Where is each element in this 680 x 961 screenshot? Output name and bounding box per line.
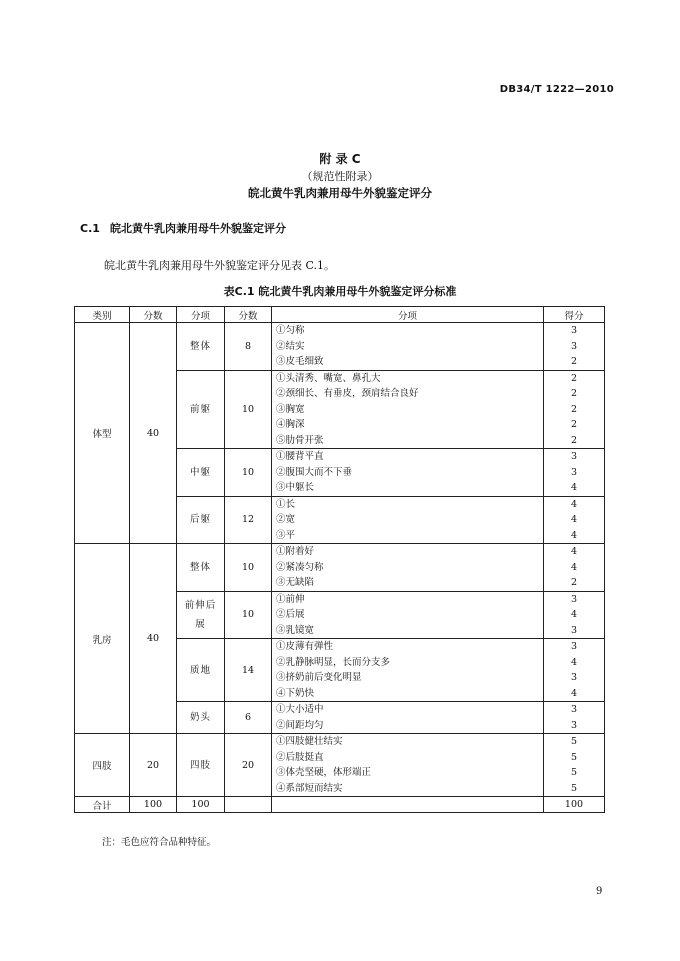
header-category: 类别 (75, 307, 130, 323)
category-score: 40 (130, 544, 177, 734)
subitem-score: 20 (225, 734, 272, 797)
criterion-item: ③皮毛细致 (276, 356, 324, 367)
criterion-points: 4 (570, 609, 578, 620)
items-cell (272, 449, 544, 497)
points-cell (544, 323, 605, 371)
criterion-points: 5 (570, 751, 578, 763)
table-header-row (75, 307, 605, 323)
criterion-points: 2 (570, 419, 578, 430)
criterion-item: ①长 (276, 498, 296, 510)
points-cell (544, 702, 605, 734)
criterion-item: ③无缺陷 (276, 577, 315, 588)
standard-number: DB34/T 1222—2010 (499, 84, 614, 95)
section-title: 皖北黄牛乳肉兼用母牛外貌鉴定评分 (110, 222, 286, 235)
header-items: 分项 (272, 307, 544, 323)
subitem-score: 10 (225, 370, 272, 449)
criterion-points: 4 (570, 514, 578, 525)
criterion-item: ②宽 (276, 514, 296, 525)
section-intro: 皖北黄牛乳肉兼用母牛外貌鉴定评分见表 C.1。 (104, 259, 336, 272)
criterion-item: ③平 (276, 529, 296, 541)
criterion-item: ①头清秀、嘴宽、鼻孔大 (276, 372, 381, 384)
points-cell (544, 496, 605, 544)
criterion-item: ④系部短而结实 (276, 782, 343, 794)
subitem-name: 质地 (177, 639, 225, 702)
subitem-name: 后躯 (177, 496, 225, 544)
criterion-item: ②后肢挺直 (276, 751, 324, 763)
points-cell (544, 449, 605, 497)
criterion-item: ③体壳坚硬，体形端正 (276, 767, 372, 778)
criterion-points: 4 (570, 656, 578, 668)
criterion-points: 5 (570, 736, 578, 747)
criterion-item: ①四肢健壮结实 (276, 736, 343, 747)
criterion-item: ②乳静脉明显，长而分支多 (276, 656, 391, 668)
criterion-item: ⑤肋骨开张 (276, 434, 324, 446)
subitem-name: 前躯 (177, 370, 225, 449)
page-number: 9 (596, 886, 603, 897)
criterion-points: 3 (570, 325, 578, 336)
header-score: 分数 (130, 307, 177, 323)
section-heading (80, 220, 286, 236)
table-row (75, 323, 605, 371)
appendix-name: 皖北黄牛乳肉兼用母牛外貌鉴定评分 (248, 186, 432, 200)
criterion-points: 4 (570, 561, 578, 573)
subitem-name: 整体 (177, 323, 225, 371)
category-name: 体型 (75, 323, 130, 544)
criterion-item: ③中躯长 (276, 482, 315, 493)
criterion-item: ①腰背平直 (276, 451, 324, 462)
subitem-name: 整体 (177, 544, 225, 592)
criterion-item: ②间距均匀 (276, 719, 324, 731)
table-row (75, 734, 605, 797)
criterion-points: 2 (570, 388, 578, 399)
total-score: 100 (130, 797, 177, 813)
subitem-name: 中躯 (177, 449, 225, 497)
criterion-item: ①匀称 (276, 325, 305, 336)
criterion-item: ②后展 (276, 609, 305, 620)
subitem-name: 奶头 (177, 702, 225, 734)
items-cell (272, 544, 544, 592)
total-empty (272, 797, 544, 813)
table-row (75, 544, 605, 592)
points-cell (544, 591, 605, 639)
criterion-points: 2 (570, 403, 578, 415)
criterion-item: ④下奶快 (276, 687, 315, 699)
items-cell (272, 496, 544, 544)
criterion-points: 3 (570, 672, 578, 683)
criterion-item: ③挤奶前后变化明显 (276, 672, 362, 683)
section-number: C.1 (80, 222, 100, 235)
header-subitem: 分项 (177, 307, 225, 323)
subitem-score: 8 (225, 323, 272, 371)
points-cell (544, 734, 605, 797)
criterion-points: 3 (570, 704, 578, 715)
criterion-points: 5 (570, 782, 578, 794)
criterion-points: 2 (570, 356, 578, 367)
criterion-item: ①大小适中 (276, 704, 324, 715)
criterion-item: ②紧凑匀称 (276, 561, 324, 573)
criterion-points: 2 (570, 372, 578, 384)
subitem-score: 6 (225, 702, 272, 734)
items-cell (272, 370, 544, 449)
criterion-item: ②结实 (276, 340, 305, 352)
subitem-score: 14 (225, 639, 272, 702)
criterion-points: 4 (570, 498, 578, 510)
category-score: 40 (130, 323, 177, 544)
points-cell (544, 370, 605, 449)
total-subscore: 100 (177, 797, 225, 813)
criterion-item: ③乳镜宽 (276, 624, 315, 636)
criterion-points: 3 (570, 593, 578, 605)
criterion-points: 5 (570, 767, 578, 778)
criterion-points: 2 (570, 434, 578, 446)
appraisal-table (74, 306, 605, 813)
criterion-item: ②颈细长、有垂皮，颈肩结合良好 (276, 388, 419, 399)
points-cell (544, 639, 605, 702)
total-row (75, 797, 605, 813)
criterion-points: 3 (570, 466, 578, 478)
category-name: 四肢 (75, 734, 130, 797)
items-cell (272, 591, 544, 639)
header-subscore: 分数 (225, 307, 272, 323)
subitem-score: 12 (225, 496, 272, 544)
items-cell (272, 323, 544, 371)
criterion-item: ①皮薄有弹性 (276, 641, 334, 652)
total-label: 合计 (75, 797, 130, 813)
total-points: 100 (544, 797, 605, 813)
subitem-score: 10 (225, 449, 272, 497)
table-note: 注：毛色应符合品种特征。 (102, 837, 217, 848)
subitem-name: 四肢 (177, 734, 225, 797)
criterion-points: 3 (570, 624, 578, 636)
subitem-score: 10 (225, 544, 272, 592)
items-cell (272, 734, 544, 797)
criterion-item: ①附着好 (276, 546, 315, 557)
criterion-item: ②腹围大而不下垂 (276, 466, 353, 478)
criterion-points: 3 (570, 719, 578, 731)
subitem-score: 10 (225, 591, 272, 639)
total-empty (225, 797, 272, 813)
items-cell (272, 702, 544, 734)
criterion-points: 4 (570, 687, 578, 699)
category-name: 乳房 (75, 544, 130, 734)
appendix-title: 附 录 C (319, 152, 361, 166)
subitem-name: 前伸后展 (177, 591, 225, 639)
table-caption: 表C.1 皖北黄牛乳肉兼用母牛外貌鉴定评分标准 (223, 285, 457, 298)
category-score: 20 (130, 734, 177, 797)
criterion-points: 4 (570, 529, 578, 541)
items-cell (272, 639, 544, 702)
criterion-points: 3 (570, 641, 578, 652)
criterion-points: 4 (570, 546, 578, 557)
criterion-item: ③胸宽 (276, 403, 305, 415)
criterion-points: 3 (570, 451, 578, 462)
criterion-points: 2 (570, 577, 578, 588)
header-points: 得分 (544, 307, 605, 323)
criterion-points: 4 (570, 482, 578, 493)
criterion-item: ④胸深 (276, 419, 305, 430)
points-cell (544, 544, 605, 592)
criterion-item: ①前伸 (276, 593, 305, 605)
appendix-type: （规范性附录） (301, 170, 379, 183)
criterion-points: 3 (570, 340, 578, 352)
